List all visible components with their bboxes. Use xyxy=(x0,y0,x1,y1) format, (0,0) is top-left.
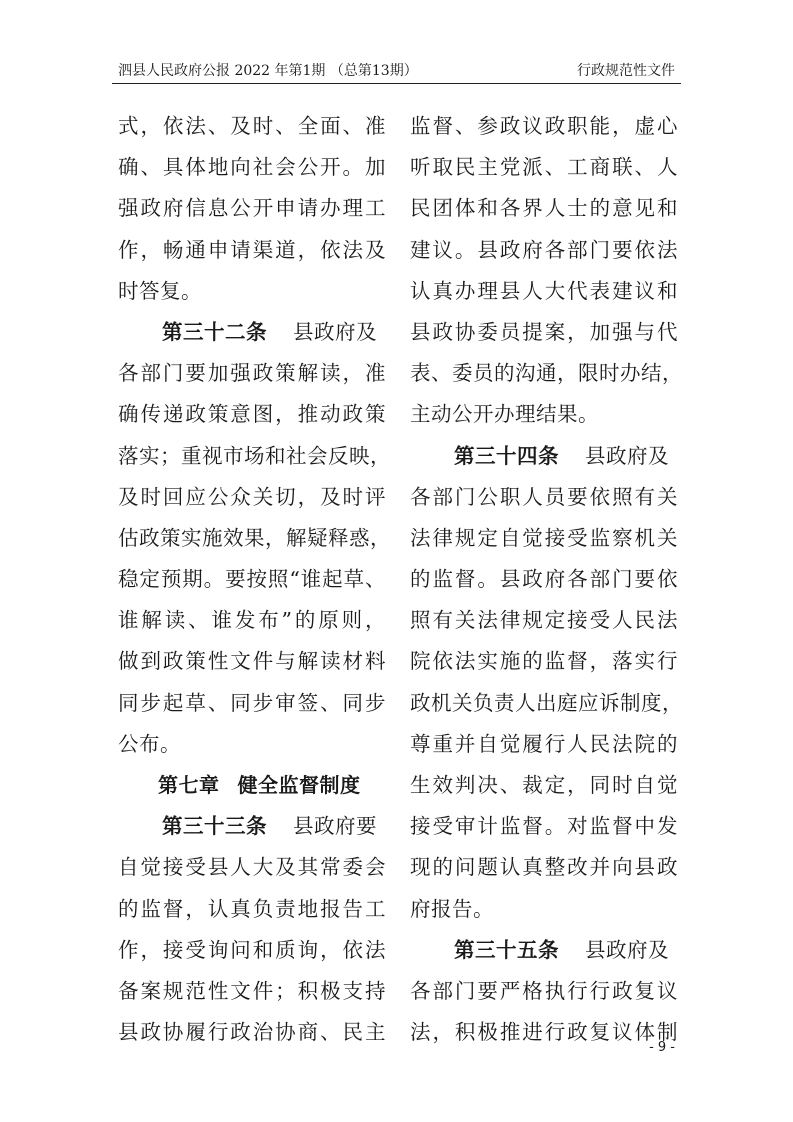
text-line: 各部门要严格执行行政复议 xyxy=(410,978,678,1003)
text-line: 谁解读、谁发布”的原则， xyxy=(118,608,386,633)
text-line: 稳定预期。要按照“谁起草、 xyxy=(118,567,386,592)
text-line: 政机关负责人出庭应诉制度， xyxy=(410,690,683,715)
text-line: 各部门要加强政策解读，准 xyxy=(118,361,386,386)
text-line: 院依法实施的监督，落实行 xyxy=(410,649,678,674)
article-33-label: 第三十三条 xyxy=(162,814,267,839)
text-line: 做到政策性文件与解读材料 xyxy=(118,649,386,674)
text-line: 尊重并自觉履行人民法院的 xyxy=(410,731,678,756)
article-35-label: 第三十五条 xyxy=(454,937,559,962)
text-line: 法，积极推进行政复议体制 xyxy=(410,1020,678,1045)
right-column xyxy=(410,106,683,1053)
chapter-number: 第七章 xyxy=(158,773,220,797)
page-header xyxy=(118,60,675,82)
chapter-title: 健全监督制度 xyxy=(237,773,361,797)
article-33-heading xyxy=(118,806,386,847)
article-35-first: 县政府及 xyxy=(585,937,669,962)
text-line: 民团体和各界人士的意见和 xyxy=(410,196,678,221)
article-34-first: 县政府及 xyxy=(585,443,669,468)
article-35-heading xyxy=(410,930,678,971)
text-line: 确、具体地向社会公开。加 xyxy=(118,155,386,180)
text-line: 府报告。 xyxy=(410,896,494,921)
text-line: 时答复。 xyxy=(118,278,202,303)
page-number: - 9 - xyxy=(649,1040,675,1055)
text-line: 及时回应公众关切，及时评 xyxy=(118,484,386,509)
text-line: 确传递政策意图，推动政策 xyxy=(118,402,386,427)
header-publication: 泗县人民政府公报 2022 年第1期 （总第13期） xyxy=(118,63,418,79)
article-32-label: 第三十二条 xyxy=(162,319,267,344)
article-34-label: 第三十四条 xyxy=(454,443,559,468)
article-32-heading xyxy=(118,312,386,353)
text-line: 县政协委员提案，加强与代 xyxy=(410,319,678,344)
text-line: 公布。 xyxy=(118,731,181,756)
text-line: 的监督。县政府各部门要依 xyxy=(410,567,678,592)
text-line: 建议。县政府各部门要依法 xyxy=(410,237,678,262)
header-divider xyxy=(112,83,681,84)
text-line: 现的问题认真整改并向县政 xyxy=(410,855,678,880)
text-line: 估政策实施效果，解疑释惑， xyxy=(118,525,391,550)
left-column xyxy=(118,106,391,1053)
text-line: 强政府信息公开申请办理工 xyxy=(118,196,386,221)
text-line: 表、委员的沟通，限时办结， xyxy=(410,361,683,386)
text-line: 式，依法、及时、全面、准 xyxy=(118,114,386,138)
text-line: 作，畅通申请渠道，依法及 xyxy=(118,237,386,262)
text-line: 主动公开办理结果。 xyxy=(410,402,599,427)
text-line: 各部门公职人员要依照有关 xyxy=(410,484,678,509)
text-line: 照有关法律规定接受人民法 xyxy=(410,608,678,633)
text-line: 认真办理县人大代表建议和 xyxy=(410,278,678,303)
text-line: 作，接受询问和质询，依法 xyxy=(118,937,386,962)
header-section: 行政规范性文件 xyxy=(577,63,675,79)
text-line: 自觉接受县人大及其常委会 xyxy=(118,855,386,880)
chapter-heading xyxy=(118,765,386,806)
article-32-first: 县政府及 xyxy=(293,319,377,344)
text-line: 备案规范性文件；积极支持 xyxy=(118,978,386,1003)
text-line: 监督、参政议政职能，虚心 xyxy=(410,114,678,138)
article-33-first: 县政府要 xyxy=(293,814,377,839)
text-line: 落实；重视市场和社会反映， xyxy=(118,443,391,468)
text-line: 的监督，认真负责地报告工 xyxy=(118,896,386,921)
article-34-heading xyxy=(410,436,678,477)
text-line: 生效判决、裁定，同时自觉 xyxy=(410,773,678,797)
text-line: 听取民主党派、工商联、人 xyxy=(410,155,678,180)
text-line: 县政协履行政治协商、民主 xyxy=(118,1020,386,1045)
text-line: 同步起草、同步审签、同步 xyxy=(118,690,386,715)
text-line: 接受审计监督。对监督中发 xyxy=(410,814,678,839)
text-line: 法律规定自觉接受监察机关 xyxy=(410,525,678,550)
